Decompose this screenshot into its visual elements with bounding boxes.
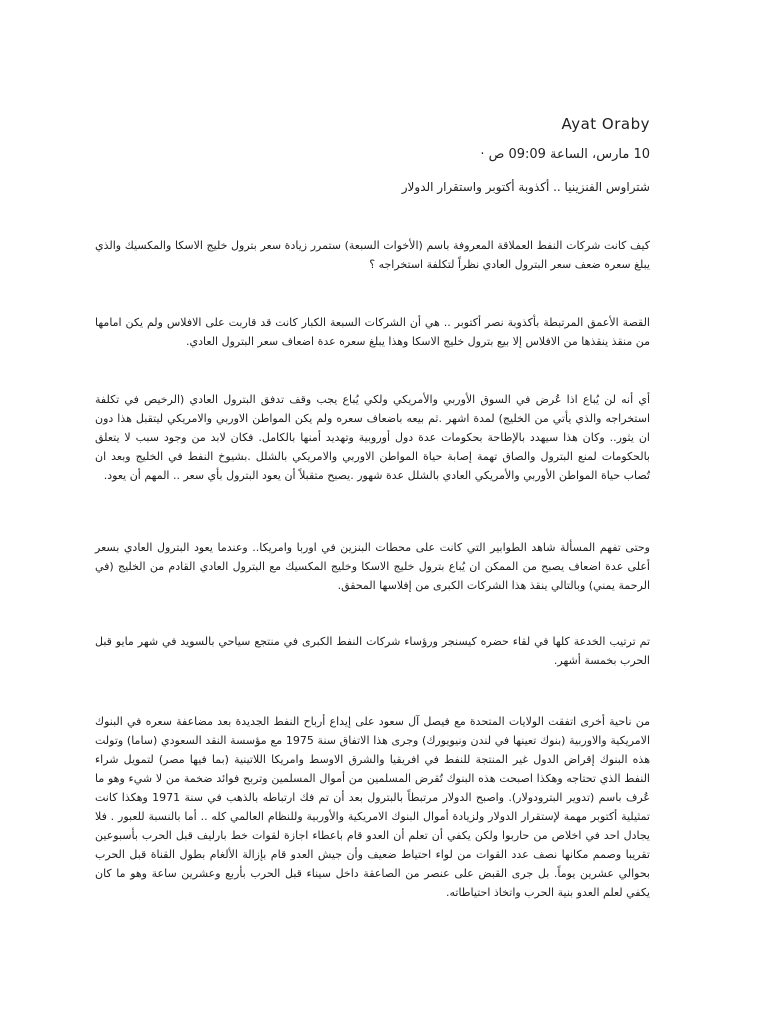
paragraph-2: القصة الأعمق المرتبطة بأكذوبة نصر أكتوبر .. هي أن الشركات السبعة الكبار كانت قد قاربت على الافلاس ولم يكن امامها من منقذ ينقذها من الافلاس إلا بيع بترول خليج الاسكا وهذا يبلغ سعره عدة اضعاف سعر البترول العادي. (95, 316, 650, 348)
paragraph-6: من ناحية أخرى اتفقت الولايات المتحدة مع فيصل آل سعود على إيداع أرباح النفط الجديدة بعد مضاعفة سعره في البنوك الامريكية والاوربية (بنوك تعينها في لندن ونيويورك) وجرى هذا الاتفاق سنة 1975 مع مؤسسة النقد السعودي (ساما) وتولت هذه البنوك إقراض الدول غير المنتجة للنفط في افريقيا والشرق الاوسط وامريكا اللاتينية (بما فيها مصر) لتمويل شراء النفط الذي تحتاجه وهكذا اصبحت هذه البنوك تُقرض المسلمين من أموال المسلمين وتربح فوائد ضخمة من لا شيء وهو ما عُرف باسم (تدوير البترودولار). واصبح الدولار مرتبطاً بالبترول بعد أن تم فك ارتباطه بالذهب في سنة 1971 وهكذا كانت تمثيلية أكتوبر مهمة لإستقرار الدولار ولزيادة أموال البنوك الامريكية والأوربية وللنظام العالمي كله .. أما بالنسبة للعبور . فلا يجادل احد في اخلاص من حاربوا ولكن يكفي أن تعلم أن العدو قام باعطاء اجازة لقوات خط بارليف قبل الحرب بأسبوعين تقريبا وصمم مكانها نصف عدد القوات من لواء احتياط ضعيف وأن جيش العدو قام بإزالة الألغام بطول القناة قبل الحرب بحوالي عشرين يوماً. بل جرى القبض على عنصر من الصاعقة داخل سيناء قبل الحرب بأربع وعشرين ساعة وهو ما كان يكفي لعلم العدو بنية الحرب واتخاذ احتياطاته. (95, 715, 651, 899)
post-title: شتراوس الفنزينيا .. أكذوبة أكتوبر واستقرار الدولار (401, 180, 650, 194)
paragraph-1: كيف كانت شركات النفط العملاقة المعروفة باسم (الأخوات السبعة) ستمرر زيادة سعر بترول خليج الاسكا والمكسيك والذي يبلغ سعره ضعف سعر البترول العادي نظراً لتكلفة استخراجه ؟ (95, 239, 650, 271)
paragraph-4: وحتى تفهم المسألة شاهد الطوابير التي كانت على محطات البنزين في اوربا وامريكا.. وعندما يعود البترول العادي بسعر أعلى عدة اضعاف يصبح من الممكن ان يُباع بترول خليج الاسكا وخليج المكسيك مع البترول العادي القادم من الخليج (في الرحمة يمني) وبالتالي ينقذ هذا الشركات الكبرى من إفلاسها المحقق. (95, 541, 650, 592)
paragraph-3: أي أنه لن يُباع اذا عُرض في السوق الأوربي والأمريكي ولكي يُباع يجب وقف تدفق البترول العادي (الرخيص في تكلفة استخراجه والذي يأتي من الخليج) لمدة اشهر .ثم بيعه باضعاف سعره ولم يكن المواطن الاوربي والامريكي ليتقبل هذا دون ان يثور.. وكان هذا سيهدد بالإطاحة بحكومات عدة دول أوروبية وتهديد أمنها بالكامل. فكان لابد من وجود سبب لا يتعلق بالحكومات لمنع البترول والصاق تهمة إصابة حياة المواطن الاوربي والامريكي بالشلل .بشيوخ النفط في الخليج وبعد ان تُصاب حياة المواطن الأوربي والأمريكي العادي بالشلل عدة شهور .يصبح متقبلاً أن يعود البترول بأي سعر .. المهم أن يعود. (95, 393, 650, 482)
paragraph-5: تم ترتيب الخدعة كلها في لقاء حضره كيسنجر ورؤساء شركات النفط الكبرى في منتجع سياحي بالسويد في شهر مايو قبل الحرب بخمسة أشهر. (95, 635, 650, 667)
post-author[interactable]: Ayat Oraby (561, 115, 650, 133)
post-date: 10 مارس، الساعة 09:09 ص · (480, 147, 650, 162)
